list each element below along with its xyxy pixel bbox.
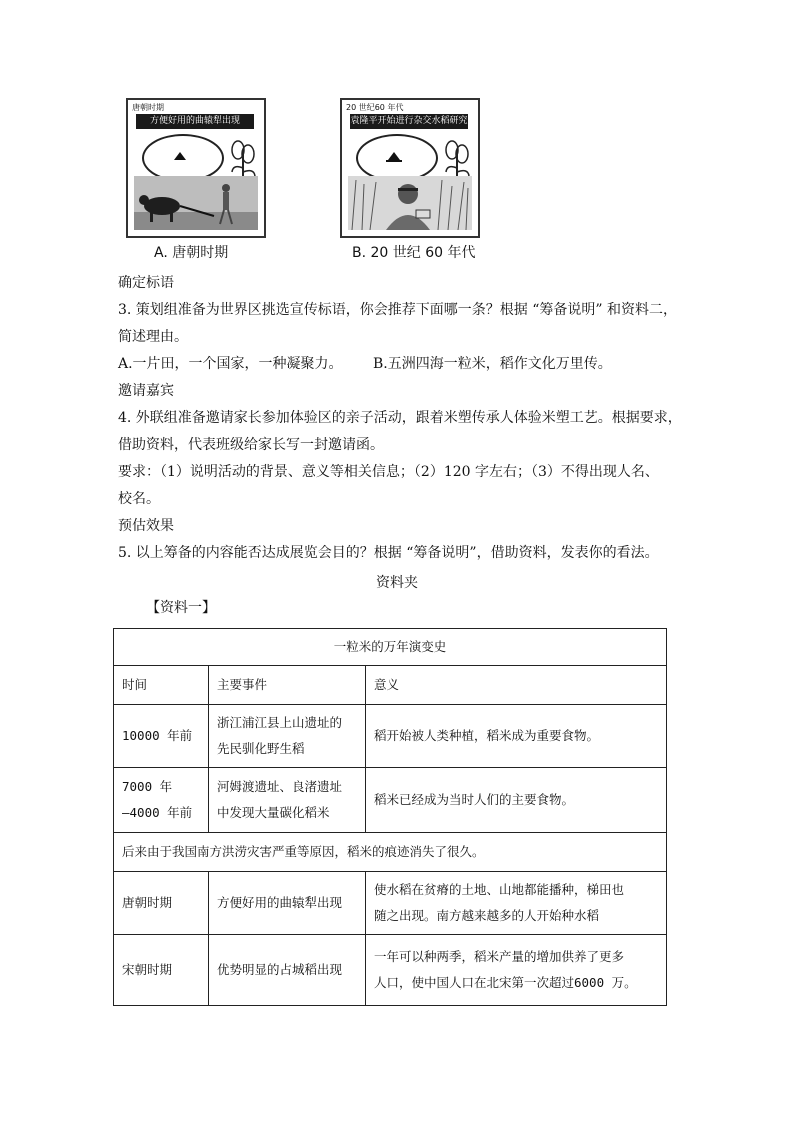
rice-history-table bbox=[113, 628, 667, 1006]
triangle-icon bbox=[388, 152, 400, 160]
question-3-line-1: 3. 策划组准备为世界区挑选宣传标语，你会推荐下面哪一条？根据 “筹备说明” 和资料二， bbox=[118, 302, 678, 318]
picture-a bbox=[126, 98, 266, 238]
table-caption-row bbox=[114, 629, 667, 666]
cell-meaning bbox=[366, 935, 667, 1006]
cell-time-line: —4000 年前 bbox=[122, 805, 193, 820]
cell-meaning: 稻开始被人类种植，稻米成为重要食物。 bbox=[366, 705, 667, 768]
question-4-requirement-2: 校名。 bbox=[118, 491, 160, 507]
cell-time: 10000 年前 bbox=[114, 705, 209, 768]
picture-b-caption: B. 20 世纪 60 年代 bbox=[352, 245, 476, 261]
picture-a-caption: A. 唐朝时期 bbox=[154, 245, 229, 261]
cell-event bbox=[209, 705, 366, 768]
question-4-requirement-1: 要求：（1）说明活动的背景、意义等相关信息；（2）120 字左右；（3）不得出现人名、 bbox=[118, 464, 659, 480]
cell-time: 宋朝时期 bbox=[114, 935, 209, 1006]
picture-a-frame bbox=[126, 98, 266, 238]
cell-event: 优势明显的占城稻出现 bbox=[209, 935, 366, 1006]
rice-field-portrait-scene bbox=[348, 176, 472, 230]
section-heading-slogan: 确定标语 bbox=[118, 275, 174, 291]
picture-b-tag: 20 世纪60 年代 bbox=[346, 103, 404, 112]
table-row bbox=[114, 768, 667, 833]
table-note-row bbox=[114, 833, 667, 872]
cell-meaning-line: 一年可以种两季，稻米产量的增加供养了更多 bbox=[374, 949, 625, 964]
header-time: 时间 bbox=[114, 666, 209, 705]
cell-event-line: 中发现大量碳化稻米 bbox=[217, 805, 330, 820]
picture-a-headline: 方便好用的曲辕犁出现 bbox=[136, 114, 254, 129]
cell-meaning bbox=[366, 872, 667, 935]
header-meaning: 意义 bbox=[366, 666, 667, 705]
cell-meaning-line: 人口，使中国人口在北宋第一次超过6000 万。 bbox=[374, 975, 637, 990]
cell-event-line: 浙江浦江县上山遗址的 bbox=[217, 715, 343, 730]
ox-plough-scene bbox=[134, 176, 258, 230]
material-1-label: 【资料一】 bbox=[146, 600, 216, 616]
triangle-base-line bbox=[386, 160, 402, 162]
picture-a-tag: 唐朝时期 bbox=[132, 103, 164, 112]
cell-meaning-line: 使水稻在贫瘠的土地、山地都能播种，梯田也 bbox=[374, 882, 625, 897]
table-row bbox=[114, 872, 667, 935]
cell-event: 方便好用的曲辕犁出现 bbox=[209, 872, 366, 935]
question-3-option-b: B.五洲四海一粒米，稻作文化万里传。 bbox=[373, 356, 612, 372]
picture-b-frame bbox=[340, 98, 480, 238]
cell-event-line: 先民驯化野生稻 bbox=[217, 741, 305, 756]
table-row bbox=[114, 705, 667, 768]
table-row bbox=[114, 935, 667, 1006]
triangle-icon bbox=[174, 152, 186, 160]
table-caption: 一粒米的万年演变史 bbox=[114, 629, 667, 666]
cell-time: 唐朝时期 bbox=[114, 872, 209, 935]
section-heading-effect: 预估效果 bbox=[118, 518, 174, 534]
cell-event bbox=[209, 768, 366, 833]
picture-b bbox=[340, 98, 480, 238]
question-4-line-2: 借助资料，代表班级给家长写一封邀请函。 bbox=[118, 437, 384, 453]
cell-event-line: 河姆渡遗址、良渚遗址 bbox=[217, 779, 343, 794]
question-3-line-2: 简述理由。 bbox=[118, 329, 188, 345]
section-heading-invite: 邀请嘉宾 bbox=[118, 383, 174, 399]
cell-meaning: 稻米已经成为当时人们的主要食物。 bbox=[366, 768, 667, 833]
question-4-line-1: 4. 外联组准备邀请家长参加体验区的亲子活动，跟着米塑传承人体验米塑工艺。根据要求， bbox=[118, 410, 682, 426]
question-3-option-a: A.一片田，一个国家，一种凝聚力。 bbox=[118, 356, 343, 372]
folder-title: 资料夹 bbox=[376, 575, 418, 591]
table-header-row bbox=[114, 666, 667, 705]
cell-time bbox=[114, 768, 209, 833]
cell-time-line: 7000 年 bbox=[122, 779, 173, 794]
header-event: 主要事件 bbox=[209, 666, 366, 705]
cell-meaning-line: 随之出现。南方越来越多的人开始种水稻 bbox=[374, 908, 600, 923]
picture-b-headline: 袁隆平开始进行杂交水稻研究 bbox=[350, 114, 468, 129]
table-note: 后来由于我国南方洪涝灾害严重等原因，稻米的痕迹消失了很久。 bbox=[114, 833, 667, 872]
question-5-line-1: 5. 以上筹备的内容能否达成展览会目的？根据 “筹备说明”，借助资料，发表你的看法。 bbox=[118, 545, 659, 561]
